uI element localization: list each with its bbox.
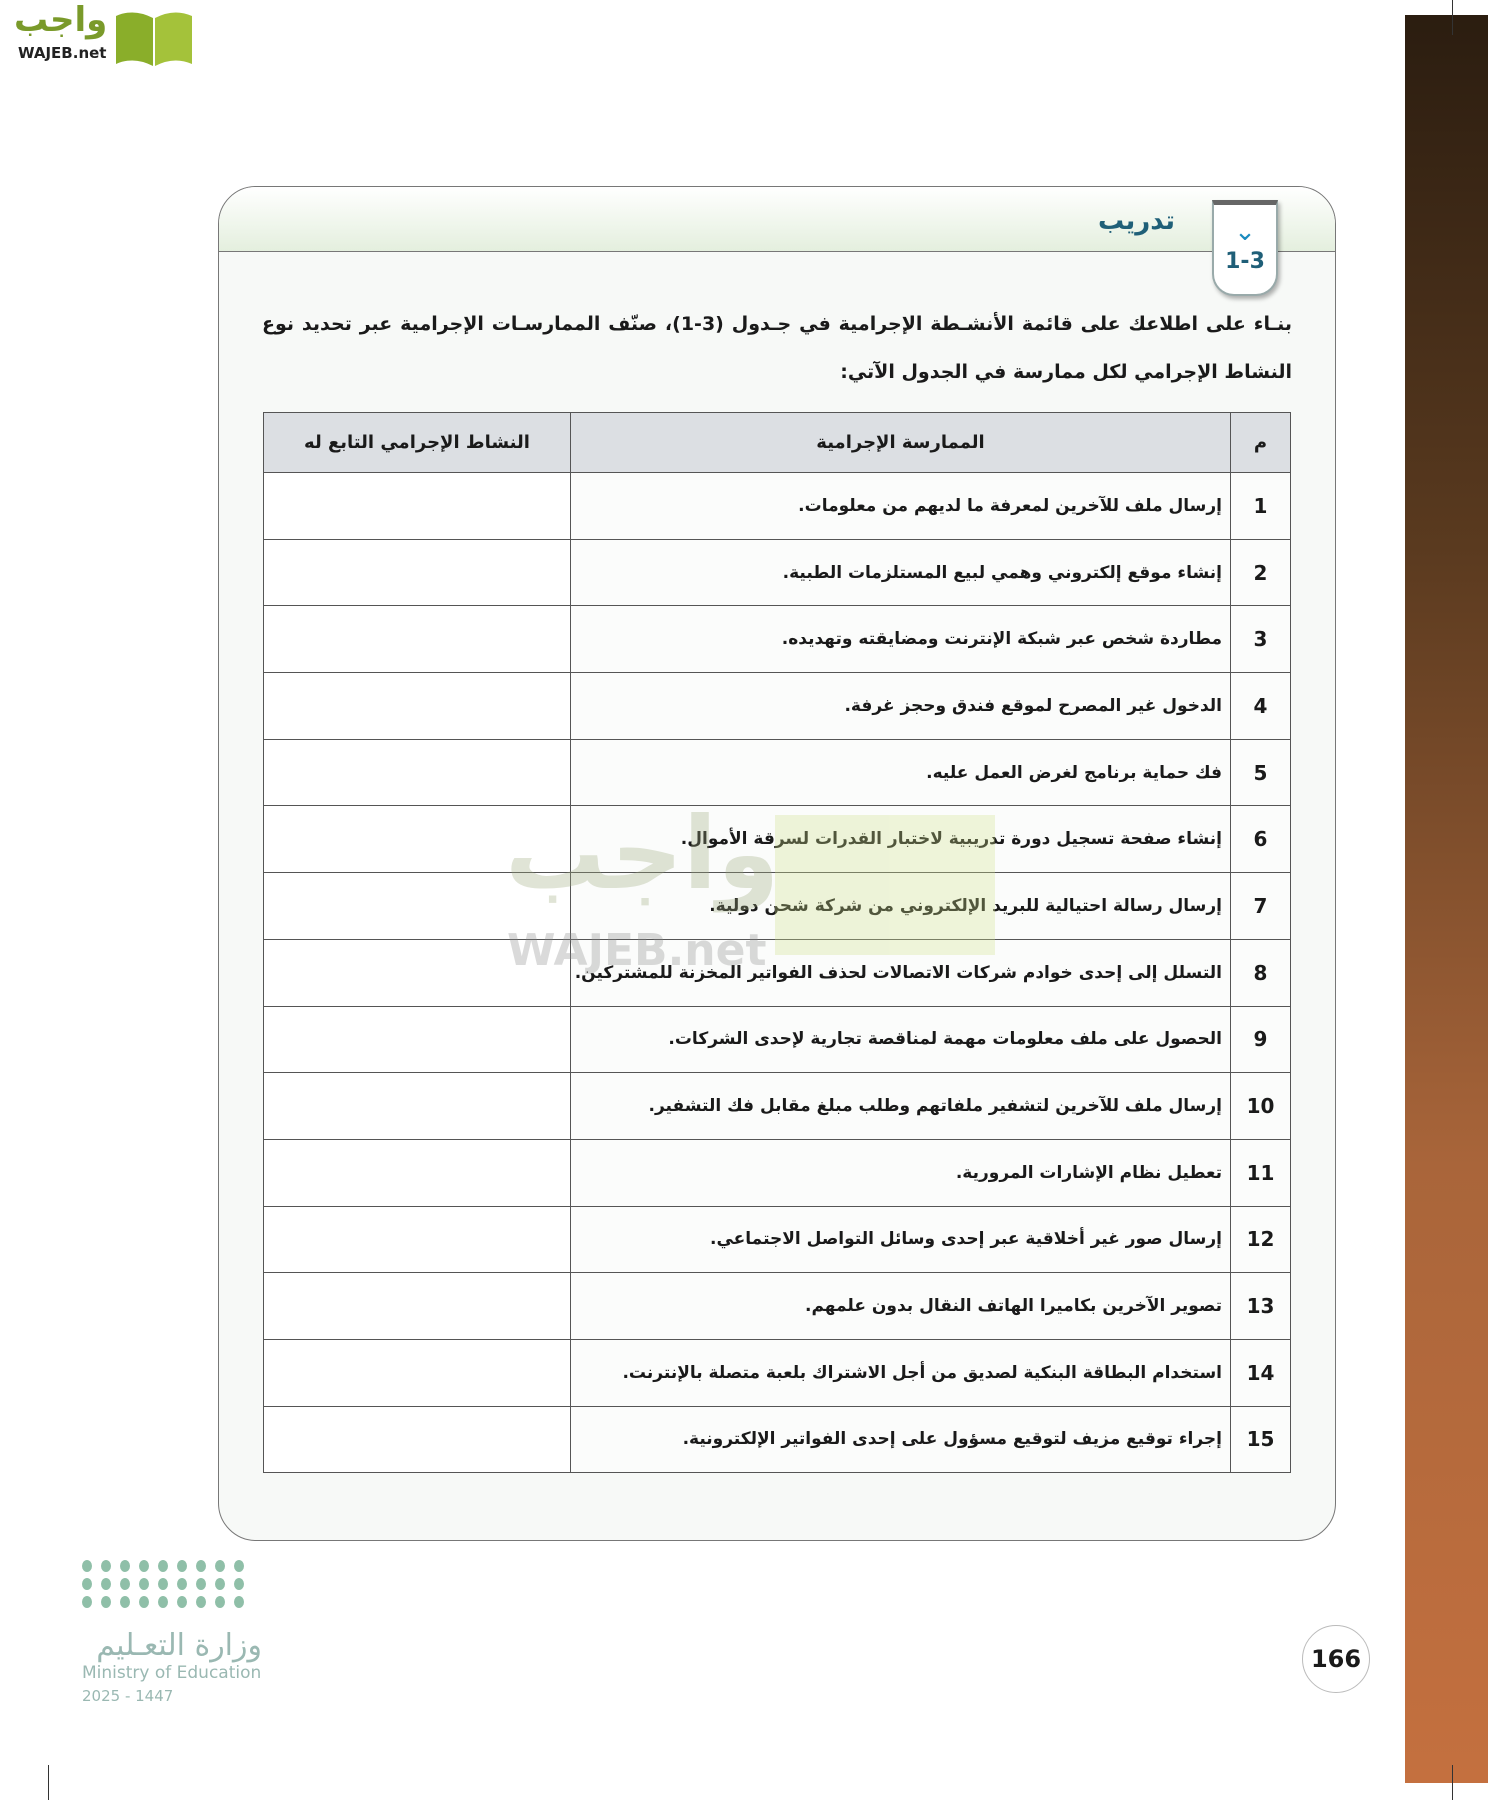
exercise-badge <box>1212 200 1278 296</box>
activity-answer-cell[interactable] <box>264 1139 571 1206</box>
emblem-dot <box>215 1578 225 1590</box>
practice-cell: مطاردة شخص عبر شبكة الإنترنت ومضايقته وتهديده. <box>571 606 1231 673</box>
row-number: 2 <box>1231 539 1291 606</box>
practice-cell: إرسال رسالة احتيالية للبريد الإلكتروني من شركة شحن دولية. <box>571 873 1231 940</box>
practice-cell: إرسال ملف للآخرين لتشفير ملفاتهم وطلب مبلغ مقابل فك التشفير. <box>571 1073 1231 1140</box>
practice-cell: الحصول على ملف معلومات مهمة لمناقصة تجارية لإحدى الشركات. <box>571 1006 1231 1073</box>
row-number: 4 <box>1231 673 1291 740</box>
activity-answer-cell[interactable] <box>264 673 571 740</box>
emblem-dot <box>177 1560 187 1572</box>
emblem-dot <box>158 1578 168 1590</box>
practice-cell: إجراء توقيع مزيف لتوقيع مسؤول على إحدى الفواتير الإلكترونية. <box>571 1406 1231 1473</box>
table-row <box>264 473 1291 540</box>
activity-answer-cell[interactable] <box>264 806 571 873</box>
emblem-dot <box>120 1560 130 1572</box>
watermark-text-en: WAJEB.net <box>507 925 767 976</box>
table-row <box>264 1339 1291 1406</box>
practice-cell: إرسال صور غير أخلاقية عبر إحدى وسائل التواصل الاجتماعي. <box>571 1206 1231 1273</box>
book-icon <box>114 8 194 66</box>
row-number: 7 <box>1231 873 1291 940</box>
emblem-dot <box>101 1596 111 1608</box>
emblem-dot <box>139 1596 149 1608</box>
row-number: 6 <box>1231 806 1291 873</box>
activity-answer-cell[interactable] <box>264 739 571 806</box>
row-number: 9 <box>1231 1006 1291 1073</box>
classification-table <box>263 412 1291 1473</box>
emblem-dot <box>139 1560 149 1572</box>
activity-answer-cell[interactable] <box>264 1406 571 1473</box>
emblem-dot <box>215 1596 225 1608</box>
table-row <box>264 606 1291 673</box>
emblem-dot <box>120 1596 130 1608</box>
emblem-dot <box>234 1578 244 1590</box>
table-row <box>264 1273 1291 1340</box>
emblem-dot <box>101 1560 111 1572</box>
practice-cell: إنشاء موقع إلكتروني وهمي لبيع المستلزمات الطبية. <box>571 539 1231 606</box>
page-number: 166 <box>1302 1625 1370 1693</box>
emblem-dot <box>158 1596 168 1608</box>
practice-cell: استخدام البطاقة البنكية لصديق من أجل الاشتراك بلعبة متصلة بالإنترنت. <box>571 1339 1231 1406</box>
exercise-title: تدريب <box>1098 206 1176 236</box>
exercise-instructions: بنـاء على اطلاعك على قائمة الأنشـطة الإجرامية في جـدول (3-1)، صنّف الممارسـات الإجرامية عبر تحديد نوع النشاط الإجرامي لكل ممارسة في الجدول الآتي: <box>262 313 1292 383</box>
emblem-dot <box>234 1560 244 1572</box>
table-row <box>264 1139 1291 1206</box>
practice-cell: إنشاء صفحة تسجيل دورة تدريبية لاختبار القدرات لسرقة الأموال. <box>571 806 1231 873</box>
activity-answer-cell[interactable] <box>264 473 571 540</box>
table-row <box>264 739 1291 806</box>
activity-answer-cell[interactable] <box>264 539 571 606</box>
emblem-dot <box>234 1596 244 1608</box>
header-practice: الممارسة الإجرامية <box>571 413 1231 473</box>
emblem-dot <box>196 1596 206 1608</box>
logo-text-ar: واجب <box>14 0 108 40</box>
emblem-dot <box>215 1560 225 1572</box>
row-number: 12 <box>1231 1206 1291 1273</box>
emblem-dot <box>82 1560 92 1572</box>
table-row <box>264 1006 1291 1073</box>
table-row <box>264 1206 1291 1273</box>
activity-answer-cell[interactable] <box>264 1339 571 1406</box>
table-row <box>264 806 1291 873</box>
ministry-emblem-icon <box>82 1560 272 1608</box>
row-number: 8 <box>1231 939 1291 1006</box>
activity-answer-cell[interactable] <box>264 1273 571 1340</box>
emblem-dot <box>139 1578 149 1590</box>
row-number: 10 <box>1231 1073 1291 1140</box>
ministry-year: 2025 - 1447 <box>82 1687 174 1705</box>
crop-mark <box>48 1765 49 1800</box>
ministry-name-ar: وزارة التعـليم <box>96 1628 262 1663</box>
row-number: 1 <box>1231 473 1291 540</box>
row-number: 5 <box>1231 739 1291 806</box>
emblem-dot <box>196 1560 206 1572</box>
row-number: 11 <box>1231 1139 1291 1206</box>
watermark-text-ar: واجب <box>505 795 780 912</box>
table-row <box>264 1073 1291 1140</box>
table-row <box>264 1406 1291 1473</box>
decorative-side-bar <box>1405 15 1488 1783</box>
practice-cell: تصوير الآخرين بكاميرا الهاتف النقال بدون علمهم. <box>571 1273 1231 1340</box>
activity-answer-cell[interactable] <box>264 1006 571 1073</box>
practice-cell: إرسال ملف للآخرين لمعرفة ما لديهم من معلومات. <box>571 473 1231 540</box>
emblem-dot <box>158 1560 168 1572</box>
table-row <box>264 873 1291 940</box>
practice-cell: الدخول غير المصرح لموقع فندق وحجز غرفة. <box>571 673 1231 740</box>
activity-answer-cell[interactable] <box>264 1073 571 1140</box>
wajeb-logo[interactable] <box>8 0 193 68</box>
table-row <box>264 939 1291 1006</box>
exercise-icon: ⌄ <box>1234 217 1256 247</box>
emblem-dot <box>196 1578 206 1590</box>
table-row <box>264 673 1291 740</box>
row-number: 15 <box>1231 1406 1291 1473</box>
crop-mark <box>1452 1765 1453 1800</box>
emblem-dot <box>82 1596 92 1608</box>
activity-answer-cell[interactable] <box>264 1206 571 1273</box>
table-row <box>264 539 1291 606</box>
exercise-number: 1-3 <box>1225 249 1265 274</box>
row-number: 3 <box>1231 606 1291 673</box>
ministry-name-en: Ministry of Education <box>82 1663 262 1683</box>
row-number: 13 <box>1231 1273 1291 1340</box>
emblem-dot <box>82 1578 92 1590</box>
activity-answer-cell[interactable] <box>264 939 571 1006</box>
crop-mark <box>1452 0 1453 35</box>
practice-cell: التسلل إلى إحدى خوادم شركات الاتصالات لحذف الفواتير المخزنة للمشتركين. <box>571 939 1231 1006</box>
emblem-dot <box>120 1578 130 1590</box>
header-number: م <box>1231 413 1291 473</box>
ministry-logo <box>82 1560 272 1705</box>
row-number: 14 <box>1231 1339 1291 1406</box>
activity-answer-cell[interactable] <box>264 873 571 940</box>
emblem-dot <box>177 1596 187 1608</box>
activity-answer-cell[interactable] <box>264 606 571 673</box>
practice-cell: فك حماية برنامج لغرض العمل عليه. <box>571 739 1231 806</box>
practice-cell: تعطيل نظام الإشارات المرورية. <box>571 1139 1231 1206</box>
emblem-dot <box>101 1578 111 1590</box>
logo-text-en: WAJEB.net <box>18 44 107 62</box>
header-activity: النشاط الإجرامي التابع له <box>264 413 571 473</box>
emblem-dot <box>177 1578 187 1590</box>
